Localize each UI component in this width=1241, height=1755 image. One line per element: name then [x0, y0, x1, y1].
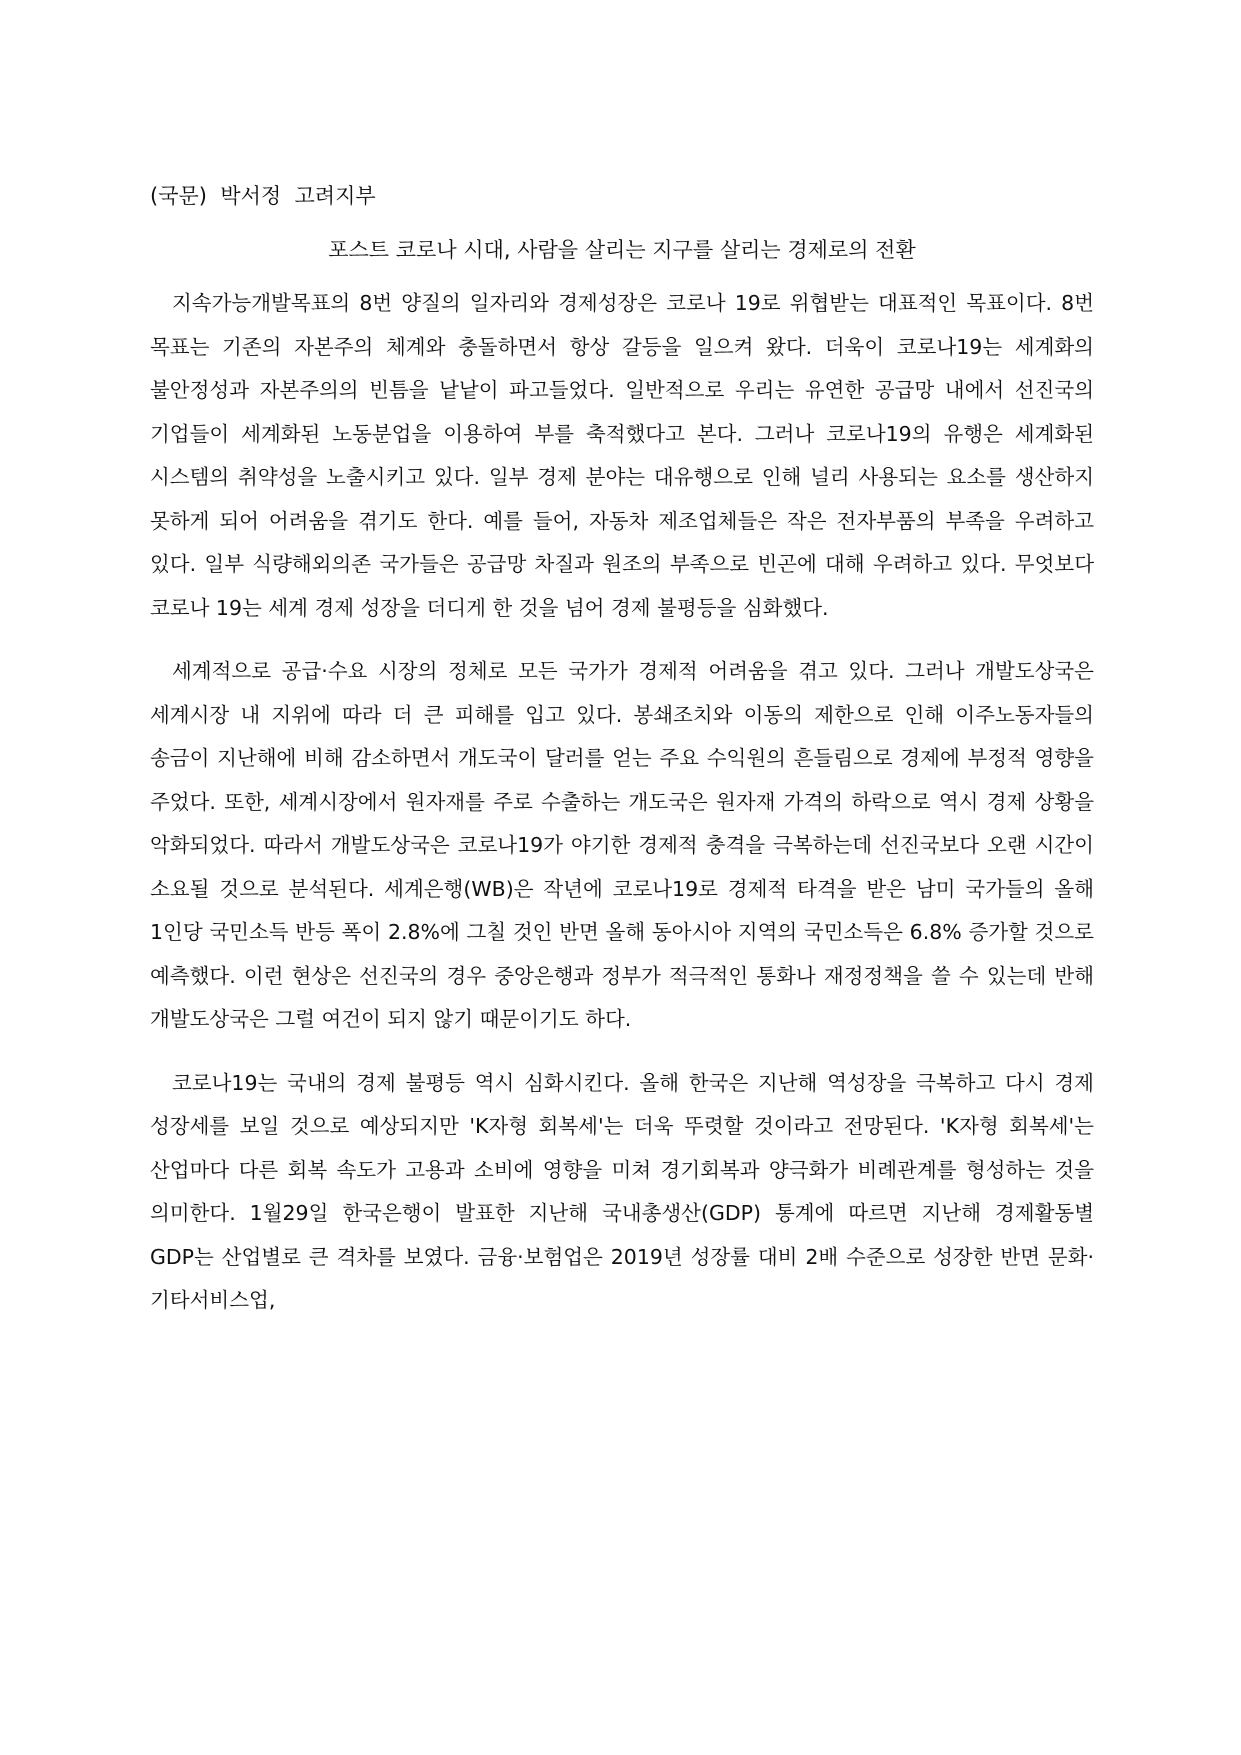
document-title: 포스트 코로나 시대, 사람을 살리는 지구를 살리는 경제로의 전환 — [328, 238, 916, 262]
paragraph-1: 지속가능개발목표의 8번 양질의 일자리와 경제성장은 코로나 19로 위협받는 대표적인 목표이다. 8번 목표는 기존의 자본주의 체계와 충돌하면서 항상 갈등을 일으켜 왔다. 더욱이 코로나19는 세계화의 불안정성과 자본주의의 빈틈을 낱낱이 파고들었다. 일반적으로 우리는 유연한 공급망 내에서 선진국의 기업들이 세계화된 노동분업을 이용하여 부를 축적했다고 본다. 그러나 코로나19의 유행은 세계화된 시스템의 취약성을 노출시키고 있다. 일부 경제 분야는 대유행으로 인해 널리 사용되는 요소를 생산하지 못하게 되어 어려움을 겪기도 한다. 예를 들어, 자동차 제조업체들은 작은 전자부품의 부족을 우려하고 있다. 일부 식량해외의존 국가들은 공급망 차질과 원조의 부족으로 빈곤에 대해 우려하고 있다. 무엇보다 코로나 19는 세계 경제 성장을 더디게 한 것을 넘어 경제 불평등을 심화했다. — [150, 291, 1094, 620]
document-page — [150, 180, 1094, 1343]
paragraph-3: 코로나19는 국내의 경제 불평등 역시 심화시킨다. 올해 한국은 지난해 역성장을 극복하고 다시 경제 성장세를 보일 것으로 예상되지만 'K자형 회복세'는 더욱 뚜렷할 것이라고 전망된다. 'K자형 회복세'는 산업마다 다른 회복 속도가 고용과 소비에 영향을 미쳐 경기회복과 양극화가 비례관계를 형성하는 것을 의미한다. 1월29일 한국은행이 발표한 지난해 국내총생산(GDP) 통계에 따르면 지난해 경제활동별 GDP는 산업별로 큰 격차를 보였다. 금융·보험업은 2019년 성장률 대비 2배 수준으로 성장한 반면 문화·기타서비스업, — [150, 1070, 1094, 1312]
paragraph-2: 세계적으로 공급·수요 시장의 정체로 모든 국가가 경제적 어려움을 겪고 있다. 그러나 개발도상국은 세계시장 내 지위에 따라 더 큰 피해를 입고 있다. 봉쇄조치와 이동의 제한으로 인해 이주노동자들의 송금이 지난해에 비해 감소하면서 개도국이 달러를 얻는 주요 수익원의 흔들림으로 경제에 부정적 영향을 주었다. 또한, 세계시장에서 원자재를 주로 수출하는 개도국은 원자재 가격의 하락으로 역시 경제 상황을 악화되었다. 따라서 개발도상국은 코로나19가 야기한 경제적 충격을 극복하는데 선진국보다 오랜 시간이 소요될 것으로 분석된다. 세계은행(WB)은 작년에 코로나19로 경제적 타격을 받은 남미 국가들의 올해 1인당 국민소득 반등 폭이 2.8%에 그칠 것인 반면 올해 동아시아 지역의 국민소득은 6.8% 증가할 것으로 예측했다. 이런 현상은 선진국의 경우 중앙은행과 정부가 적극적인 통화나 재정정책을 쓸 수 있는데 반해 개발도상국은 그럴 여건이 되지 않기 때문이기도 하다. — [150, 659, 1094, 1031]
author-line: (국문) 박서정 고려지부 — [150, 184, 376, 208]
